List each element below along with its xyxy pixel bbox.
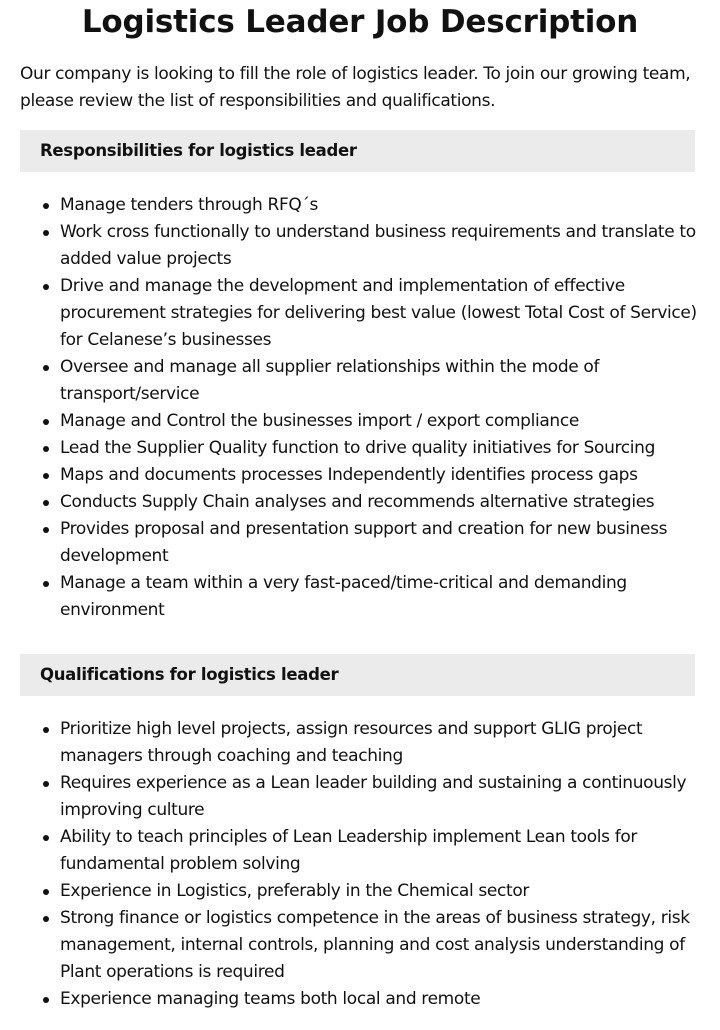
list-item: Prioritize high level projects, assign resources and support GLIG project managers through coaching and teaching (60, 716, 704, 770)
responsibilities-heading: Responsibilities for logistics leader (20, 130, 695, 172)
list-item: Strong finance or logistics competence in the areas of business strategy, risk management, internal controls, planning and cost analysis understanding of Plant operations is required (60, 905, 704, 986)
list-item: Drive and manage the development and implementation of effective procurement strategies for delivering best value (lowest Total Cost of Service) for Celanese’s businesses (60, 273, 704, 354)
qualifications-list (0, 716, 720, 1013)
intro-paragraph: Our company is looking to fill the role of logistics leader. To join our growing team, please review the list of responsibilities and qualifications. (20, 64, 691, 111)
list-item: Provides proposal and presentation support and creation for new business development (60, 516, 704, 570)
list-item: Ability to teach principles of Lean Leadership implement Lean tools for fundamental problem solving (60, 824, 704, 878)
list-item: Requires experience as a Lean leader building and sustaining a continuously improving culture (60, 770, 704, 824)
list-item: Work cross functionally to understand business requirements and translate to added value projects (60, 219, 704, 273)
qualifications-heading: Qualifications for logistics leader (20, 654, 695, 696)
list-item: Manage and Control the businesses import / export compliance (60, 408, 704, 435)
list-item: Experience in Logistics, preferably in the Chemical sector (60, 878, 704, 905)
list-item: Manage tenders through RFQ´s (60, 192, 704, 219)
list-item: Experience managing teams both local and remote (60, 986, 704, 1013)
responsibilities-list (0, 192, 720, 624)
list-item: Conducts Supply Chain analyses and recommends alternative strategies (60, 489, 704, 516)
page-title: Logistics Leader Job Description (81, 4, 639, 40)
list-item: Lead the Supplier Quality function to drive quality initiatives for Sourcing (60, 435, 704, 462)
list-item: Maps and documents processes Independently identifies process gaps (60, 462, 704, 489)
list-item: Oversee and manage all supplier relationships within the mode of transport/service (60, 354, 704, 408)
list-item: Manage a team within a very fast-paced/time-critical and demanding environment (60, 570, 704, 624)
